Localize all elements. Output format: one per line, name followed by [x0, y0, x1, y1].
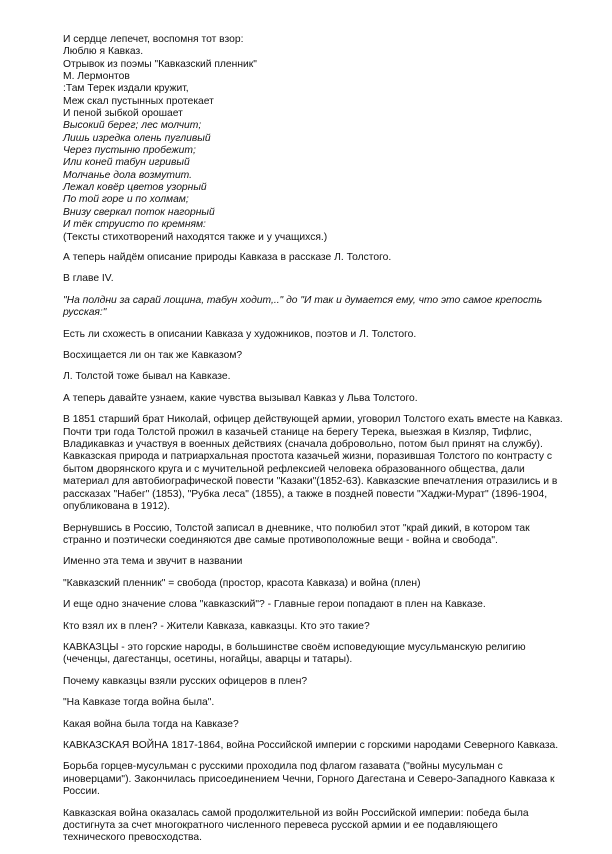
paragraph: И еще одно значение слова "кавказский"? - Главные герои попадают в плен на Кавказе.	[63, 599, 486, 611]
paragraph: Есть ли схожесть в описании Кавказа у художников, поэтов и Л. Толстого.	[63, 328, 417, 340]
poem-line: М. Лермонтов	[63, 71, 130, 83]
poem-line: И сердце лепечет, воспомня тот взор:	[63, 34, 244, 45]
poem-line: :Там Терек издали кружит,	[63, 83, 189, 95]
paragraph: КАВКАЗЦЫ - это горские народы, в большинстве своём исповедующие мусульманскую религию (чеченцы, дагестанцы, осетины, ногайцы, аварцы и татары).	[63, 641, 526, 666]
poem-line: Внизу сверкал поток нагорный	[63, 206, 215, 218]
paragraph: Почему кавказцы взяли русских офицеров в плен?	[63, 675, 308, 687]
paragraph: Какая война была тогда на Кавказе?	[63, 718, 239, 730]
paragraph: Л. Толстой тоже бывал на Кавказе.	[63, 371, 231, 383]
paragraph: Кто взял их в плен? - Жители Кавказа, кавказцы. Кто это такие?	[63, 620, 370, 632]
poem-line: И пеной зыбкой орошает	[63, 108, 183, 120]
poem-note: (Тексты стихотворений находятся также и у учащихся.)	[63, 231, 328, 243]
paragraph: Восхищается ли он так же Кавказом?	[63, 350, 243, 362]
paragraph: Именно эта тема и звучит в названии	[63, 556, 243, 568]
paragraph: Кавказская война оказалась самой продолжительной из войн Российской империи: победа была достигнута за счет многократного численного перевеса русской армии и ее подавляющего технического превосходства.	[63, 807, 529, 844]
poem-line: Лишь изредка олень пугливый	[63, 132, 211, 144]
paragraph: "На полдни за сарай лощина, табун ходит,.." до "И так и думается ему, что это самое крепость русская:"	[63, 294, 543, 319]
paragraph: Борьба горцев-мусульман с русскими проходила под флагом газавата ("войны мусульман с иноверцами"). Закончилась присоединением Чечни, Горного Дагестана и Северо-Западного Кавказа к России.	[63, 761, 555, 798]
paragraph: "На Кавказе тогда война была".	[63, 697, 215, 709]
poem-block	[63, 34, 583, 244]
paragraph: "Кавказский пленник" = свобода (простор, красота Кавказа) и война (плен)	[63, 577, 421, 589]
poem-line: Отрывок из поэмы "Кавказский пленник"	[63, 58, 257, 70]
paragraph: А теперь давайте узнаем, какие чувства вызывал Кавказ у Льва Толстого.	[63, 392, 418, 404]
poem-line: Высокий берег; лес молчит;	[63, 120, 202, 132]
poem-line: И тёк струисто по кремням:	[63, 219, 206, 231]
poem-line: Через пустыню пробежит;	[63, 145, 196, 157]
paragraph: В главе IV.	[63, 273, 114, 285]
poem-line: Или коней табун игривый	[63, 157, 190, 169]
body-text	[63, 252, 563, 854]
paragraph: В 1851 старший брат Николай, офицер действующей армии, уговорил Толстого ехать вместе на Кавказ. Почти три года Толстой прожил в казачьей станице на берегу Терека, выезжая в Кизляр, Тифлис, Владикавказ и участвуя в военных действиях (сначала добровольно, потом был принят на службу). Кавказская природа и патриархальная простота казачьей жизни, поразившая Толстого по контрасту с бытом дворянского круга и с мучительной рефлексией человека образованного общества, дали материал для автобиографической повести "Казаки"(1852-63). Кавказские впечатления отразились и в рассказах "Набег" (1853), "Рубка леса" (1855), а также в поздней повести "Хаджи-Мурат" (1896-1904, опубликована в 1912).	[63, 414, 563, 513]
paragraph: КАВКАЗСКАЯ ВОЙНА 1817-1864, война Российской империи с горскими народами Северного Кавказа.	[63, 739, 559, 751]
poem-line: Меж скал пустынных протекает	[63, 95, 214, 107]
poem-line: Люблю я Кавказ.	[63, 46, 144, 58]
poem-line: Лежал ковёр цветов узорный	[63, 182, 207, 194]
poem-line: Молчанье дола возмутит.	[63, 169, 193, 181]
poem-line: По той горе и по холмам;	[63, 194, 189, 206]
paragraph: Вернувшись в Россию, Толстой записал в дневнике, что полюбил этот "край дикий, в котором так странно и поэтически соединяются две самые противоположные вещи - война и свобода".	[63, 522, 530, 546]
paragraph: А теперь найдём описание природы Кавказа в рассказе Л. Толстого.	[63, 252, 392, 263]
